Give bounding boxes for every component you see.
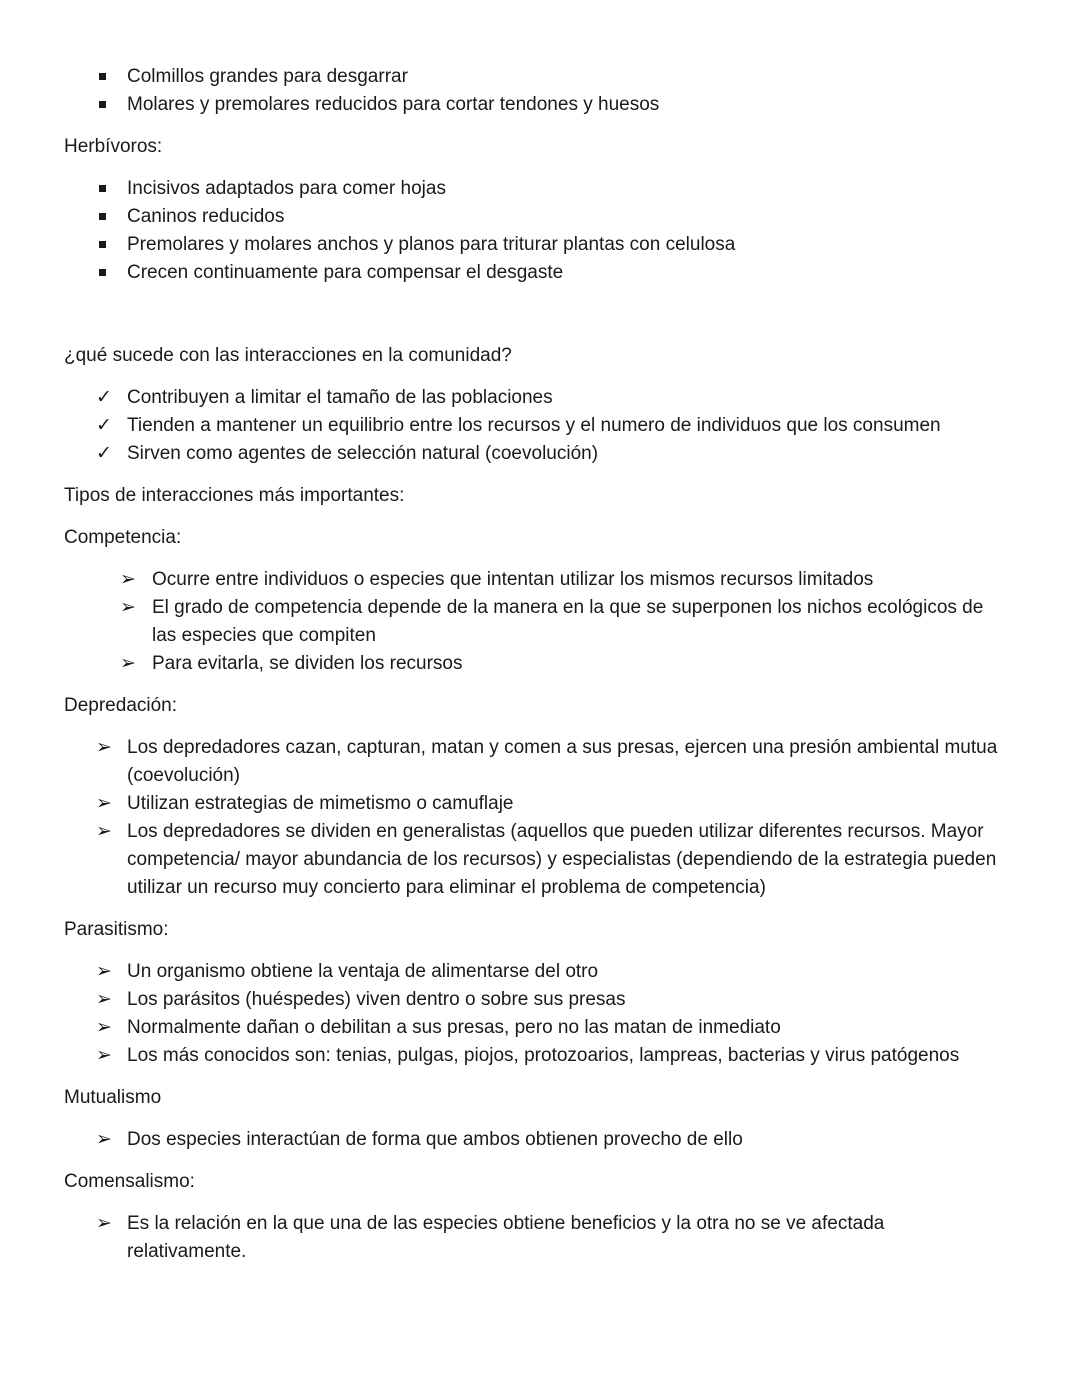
square-bullet-icon — [99, 73, 106, 80]
arrow-bullet-icon: ➢ — [96, 793, 112, 814]
square-bullet-icon — [99, 101, 106, 108]
check-icon: ✓ — [96, 387, 112, 408]
section-heading-types: Tipos de interacciones más importantes: — [64, 485, 405, 506]
list-item-continuation: utilizar un recurso muy concierto para eliminar el problema de competencia) — [127, 877, 766, 898]
list-item: Los depredadores cazan, capturan, matan y comen a sus presas, ejercen una presión ambiental mutua — [127, 737, 998, 758]
arrow-bullet-icon: ➢ — [120, 597, 136, 618]
section-heading-commensalism: Comensalismo: — [64, 1171, 195, 1192]
arrow-bullet-icon: ➢ — [96, 989, 112, 1010]
list-item: Incisivos adaptados para comer hojas — [127, 178, 446, 199]
list-item: Sirven como agentes de selección natural (coevolución) — [127, 443, 599, 464]
section-heading-mutualism: Mutualismo — [64, 1087, 162, 1108]
square-bullet-icon — [99, 185, 106, 192]
list-item: El grado de competencia depende de la manera en la que se superponen los nichos ecológicos de — [152, 597, 984, 618]
list-item: Crecen continuamente para compensar el desgaste — [127, 262, 564, 283]
arrow-bullet-icon: ➢ — [120, 653, 136, 674]
list-item: Normalmente dañan o debilitan a sus presas, pero no las matan de inmediato — [127, 1017, 781, 1038]
square-bullet-icon — [99, 213, 106, 220]
arrow-bullet-icon: ➢ — [96, 1129, 112, 1150]
arrow-bullet-icon: ➢ — [96, 1045, 112, 1066]
arrow-bullet-icon: ➢ — [96, 821, 112, 842]
section-heading-question: ¿qué sucede con las interacciones en la comunidad? — [64, 345, 512, 366]
list-item-continuation: competencia/ mayor abundancia de los recursos) y especialistas (dependiendo de la estrategia pueden — [127, 849, 997, 870]
list-item: Para evitarla, se dividen los recursos — [152, 653, 463, 674]
list-item: Dos especies interactúan de forma que ambos obtienen provecho de ello — [127, 1129, 743, 1150]
list-item: Ocurre entre individuos o especies que intentan utilizar los mismos recursos limitados — [152, 569, 874, 590]
list-item: Tienden a mantener un equilibrio entre los recursos y el numero de individuos que los consumen — [127, 415, 941, 436]
list-item: Caninos reducidos — [127, 206, 285, 227]
list-item: Premolares y molares anchos y planos para triturar plantas con celulosa — [127, 234, 736, 255]
section-heading-parasitism: Parasitismo: — [64, 919, 169, 940]
arrow-bullet-icon: ➢ — [96, 1017, 112, 1038]
list-item: Utilizan estrategias de mimetismo o camuflaje — [127, 793, 514, 814]
arrow-bullet-icon: ➢ — [120, 569, 136, 590]
list-item: Molares y premolares reducidos para cortar tendones y huesos — [127, 94, 660, 115]
arrow-bullet-icon: ➢ — [96, 737, 112, 758]
arrow-bullet-icon: ➢ — [96, 961, 112, 982]
arrow-bullet-icon: ➢ — [96, 1213, 112, 1234]
list-item: Colmillos grandes para desgarrar — [127, 66, 408, 87]
list-item: Contribuyen a limitar el tamaño de las poblaciones — [127, 387, 553, 408]
section-heading-competition: Competencia: — [64, 527, 182, 548]
square-bullet-icon — [99, 241, 106, 248]
check-icon: ✓ — [96, 415, 112, 436]
list-item-continuation: las especies que compiten — [152, 625, 376, 646]
list-item-continuation: relativamente. — [127, 1241, 247, 1262]
list-item-continuation: (coevolución) — [127, 765, 240, 786]
list-item: Los más conocidos son: tenias, pulgas, piojos, protozoarios, lampreas, bacterias y virus patógenos — [127, 1045, 960, 1066]
list-item: Los parásitos (huéspedes) viven dentro o sobre sus presas — [127, 989, 626, 1010]
section-heading-herbivores: Herbívoros: — [64, 136, 163, 157]
check-icon: ✓ — [96, 443, 112, 464]
square-bullet-icon — [99, 269, 106, 276]
list-item: Los depredadores se dividen en generalistas (aquellos que pueden utilizar diferentes recursos. Mayor — [127, 821, 984, 842]
section-heading-predation: Depredación: — [64, 695, 178, 716]
list-item: Un organismo obtiene la ventaja de alimentarse del otro — [127, 961, 599, 982]
list-item: Es la relación en la que una de las especies obtiene beneficios y la otra no se ve afectada — [127, 1213, 885, 1234]
